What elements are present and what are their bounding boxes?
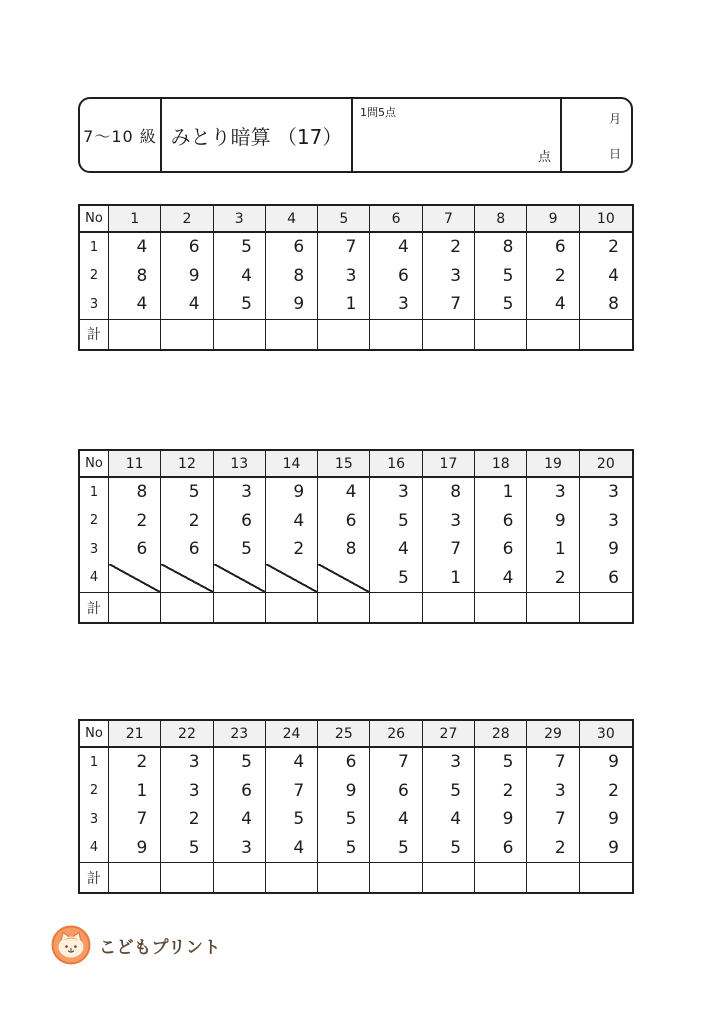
row-label: 4 — [89, 840, 99, 856]
table-header-row — [80, 721, 632, 748]
operand-digit: 2 — [554, 567, 566, 588]
column-header: 29 — [527, 721, 579, 746]
column-header: 28 — [475, 721, 527, 746]
operand-digit: 2 — [188, 809, 200, 830]
total-answer-cell — [527, 593, 579, 622]
table-total-row — [80, 320, 632, 349]
operand-digit: 7 — [345, 237, 357, 258]
operand-digit: 4 — [293, 510, 305, 531]
total-answer-cell — [580, 593, 632, 622]
total-answer-cell — [423, 863, 475, 892]
total-answer-cell — [475, 320, 527, 349]
column-header: 22 — [161, 721, 213, 746]
table-body-row — [80, 748, 632, 863]
operand-column — [318, 478, 370, 592]
total-answer-cell — [527, 320, 579, 349]
operand-column — [580, 748, 632, 862]
column-header: 24 — [266, 721, 318, 746]
operand-digit: 5 — [241, 294, 252, 315]
total-answer-cell — [423, 320, 475, 349]
operand-digit: 6 — [397, 780, 409, 801]
operand-column — [423, 748, 475, 862]
operand-column — [109, 478, 161, 592]
operand-digit: 7 — [554, 809, 566, 830]
operand-digit: 9 — [502, 809, 514, 830]
operand-digit: 9 — [136, 837, 148, 858]
operand-digit: 2 — [554, 265, 566, 286]
no-header-cell: No — [80, 206, 109, 231]
operand-digit: 9 — [608, 809, 619, 830]
operand-digit: 3 — [554, 780, 566, 801]
total-answer-cell — [527, 863, 579, 892]
total-answer-cell — [266, 863, 318, 892]
operand-digit: 3 — [450, 510, 462, 531]
total-answer-cell — [161, 593, 213, 622]
operand-digit: 3 — [608, 510, 619, 531]
total-answer-cell — [370, 593, 422, 622]
operand-column — [109, 233, 161, 319]
operand-digit: 8 — [502, 237, 514, 258]
column-header: 10 — [596, 210, 615, 227]
worksheet-title: みとり暗算 （17） — [162, 99, 353, 171]
column-header: 14 — [266, 451, 318, 476]
operand-digit: 2 — [188, 510, 200, 531]
day-label: 日 — [608, 147, 621, 161]
row-label: 1 — [89, 239, 99, 255]
table-total-row — [80, 863, 632, 892]
operand-digit: 8 — [345, 539, 357, 560]
column-header: 3 — [214, 206, 266, 231]
operand-column — [370, 478, 422, 592]
operand-digit: 2 — [608, 780, 619, 801]
operand-column — [214, 233, 266, 319]
operand-digit: 3 — [450, 265, 462, 286]
operand-digit: 9 — [608, 539, 619, 560]
operand-digit: 8 — [136, 482, 148, 503]
operand-column — [214, 748, 266, 862]
total-answer-cell — [475, 593, 527, 622]
operand-digit: 5 — [502, 752, 514, 773]
operand-digit: 9 — [293, 294, 305, 315]
operand-column — [370, 748, 422, 862]
total-answer-cell — [370, 320, 422, 349]
operand-digit: 7 — [450, 539, 462, 560]
total-answer-cell — [109, 593, 161, 622]
operand-digit: 6 — [293, 237, 305, 258]
operand-digit: 4 — [241, 265, 252, 286]
operand-column — [527, 233, 579, 319]
column-header: 26 — [370, 721, 422, 746]
operand-digit: 6 — [397, 265, 409, 286]
operand-digit: 5 — [293, 809, 305, 830]
operand-digit: 7 — [136, 809, 148, 830]
operand-digit: 4 — [293, 837, 305, 858]
total-answer-cell — [109, 320, 161, 349]
operand-column — [109, 748, 161, 862]
operand-digit: 8 — [608, 294, 619, 315]
diagonal-slash-mark — [266, 564, 317, 593]
total-answer-cell — [109, 863, 161, 892]
total-answer-cell — [580, 320, 632, 349]
operand-column — [580, 478, 632, 592]
operand-digit: 6 — [241, 510, 252, 531]
operand-column — [266, 748, 318, 862]
operand-digit: 9 — [608, 752, 619, 773]
operand-digit: 4 — [397, 539, 409, 560]
operand-digit: 3 — [345, 265, 357, 286]
operand-digit: 5 — [345, 837, 357, 858]
operand-column — [161, 233, 213, 319]
column-header: 4 — [266, 206, 318, 231]
problem-table-2 — [78, 449, 634, 624]
operand-digit: 4 — [450, 809, 462, 830]
operand-digit: 2 — [293, 539, 305, 560]
month-label: 月 — [608, 112, 621, 126]
operand-digit: 6 — [345, 752, 357, 773]
total-answer-cell — [161, 863, 213, 892]
column-header: 12 — [161, 451, 213, 476]
operand-digit: 5 — [241, 539, 252, 560]
operand-digit: 3 — [397, 294, 409, 315]
date-cell — [562, 99, 631, 171]
operand-column — [475, 748, 527, 862]
column-header: 9 — [527, 206, 579, 231]
table-header-row — [80, 206, 632, 233]
header-box — [78, 97, 633, 173]
row-label-column — [80, 478, 109, 592]
operand-digit: 2 — [136, 510, 148, 531]
column-header: 19 — [527, 451, 579, 476]
operand-digit: 3 — [397, 482, 409, 503]
operand-digit: 4 — [554, 294, 566, 315]
operand-digit: 4 — [397, 809, 409, 830]
operand-column — [475, 478, 527, 592]
operand-digit: 6 — [345, 510, 357, 531]
operand-digit: 9 — [554, 510, 566, 531]
grade-label: 7〜10 級 — [80, 99, 162, 171]
operand-digit: 5 — [450, 780, 462, 801]
operand-digit: 8 — [136, 265, 148, 286]
operand-digit: 3 — [554, 482, 566, 503]
total-answer-cell — [318, 863, 370, 892]
column-header: 23 — [214, 721, 266, 746]
operand-digit: 5 — [188, 482, 200, 503]
operand-digit: 5 — [397, 837, 409, 858]
operand-digit: 6 — [502, 539, 514, 560]
operand-digit: 9 — [293, 482, 305, 503]
operand-digit: 4 — [293, 752, 305, 773]
operand-digit: 5 — [345, 809, 357, 830]
total-answer-cell — [318, 320, 370, 349]
points-unit-label: 点 — [537, 150, 551, 165]
no-header-cell: No — [80, 721, 109, 746]
operand-digit: 5 — [450, 837, 462, 858]
total-answer-cell — [214, 593, 266, 622]
row-label: 2 — [89, 513, 99, 529]
operand-digit: 5 — [397, 567, 409, 588]
operand-digit: 6 — [502, 510, 514, 531]
total-answer-cell — [266, 593, 318, 622]
operand-digit: 6 — [608, 567, 619, 588]
operand-column — [475, 233, 527, 319]
column-header: 15 — [318, 451, 370, 476]
column-header: 30 — [596, 725, 615, 742]
total-answer-cell — [423, 593, 475, 622]
row-label: 3 — [89, 541, 99, 557]
column-header: 21 — [109, 721, 161, 746]
row-label: 2 — [89, 783, 99, 799]
operand-column — [370, 233, 422, 319]
table-body-row — [80, 233, 632, 320]
row-label: 3 — [89, 296, 99, 312]
operand-column — [161, 478, 213, 592]
column-header: 7 — [423, 206, 475, 231]
operand-digit: 2 — [554, 837, 566, 858]
table-header-row — [80, 451, 632, 478]
diagonal-slash-mark — [318, 564, 369, 593]
row-label: 1 — [89, 754, 99, 770]
operand-digit: 6 — [502, 837, 514, 858]
operand-digit: 6 — [136, 539, 148, 560]
column-header: 5 — [318, 206, 370, 231]
operand-digit: 4 — [608, 265, 619, 286]
operand-column — [318, 748, 370, 862]
operand-digit: 8 — [450, 482, 462, 503]
total-answer-cell — [318, 593, 370, 622]
operand-digit: 3 — [450, 752, 462, 773]
operand-digit: 1 — [450, 567, 462, 588]
total-label-cell: 計 — [80, 863, 109, 892]
column-header: 20 — [596, 455, 615, 472]
operand-digit: 9 — [608, 837, 619, 858]
problem-table-1 — [78, 204, 634, 351]
operand-digit: 5 — [241, 752, 252, 773]
operand-digit: 4 — [502, 567, 514, 588]
operand-digit: 4 — [241, 809, 252, 830]
table-body-row — [80, 478, 632, 593]
column-header: 25 — [318, 721, 370, 746]
operand-digit: 9 — [345, 780, 357, 801]
operand-digit: 7 — [554, 752, 566, 773]
row-label: 3 — [89, 811, 99, 827]
operand-digit: 4 — [136, 237, 148, 258]
column-header: 18 — [475, 451, 527, 476]
table-total-row — [80, 593, 632, 622]
diagonal-slash-mark — [161, 564, 212, 593]
row-label: 4 — [89, 570, 99, 586]
operand-digit: 4 — [136, 294, 148, 315]
operand-digit: 4 — [188, 294, 200, 315]
operand-column — [266, 233, 318, 319]
problem-table-3 — [78, 719, 634, 894]
total-answer-cell — [214, 320, 266, 349]
operand-column — [527, 478, 579, 592]
column-header: 8 — [475, 206, 527, 231]
column-header: 6 — [370, 206, 422, 231]
operand-column — [423, 233, 475, 319]
logo-text: こどもプリント — [99, 937, 221, 958]
operand-column — [527, 748, 579, 862]
diagonal-slash-mark — [214, 564, 265, 593]
operand-digit: 3 — [241, 482, 252, 503]
row-label: 1 — [89, 484, 99, 500]
operand-digit: 3 — [188, 780, 200, 801]
total-answer-cell — [266, 320, 318, 349]
operand-digit: 2 — [502, 780, 514, 801]
operand-column — [423, 478, 475, 592]
total-answer-cell — [214, 863, 266, 892]
operand-digit: 4 — [345, 482, 357, 503]
column-header: 27 — [423, 721, 475, 746]
operand-digit: 3 — [188, 752, 200, 773]
score-cell — [353, 99, 562, 171]
operand-column — [580, 233, 632, 319]
total-label-cell: 計 — [80, 320, 109, 349]
operand-digit: 5 — [502, 294, 514, 315]
operand-digit: 4 — [397, 237, 409, 258]
operand-digit: 6 — [188, 539, 200, 560]
operand-digit: 7 — [397, 752, 409, 773]
operand-column — [318, 233, 370, 319]
points-per-question-note: 1問5点 — [360, 106, 396, 119]
row-label-column — [80, 233, 109, 319]
operand-digit: 7 — [450, 294, 462, 315]
operand-column — [214, 478, 266, 592]
operand-digit: 5 — [188, 837, 200, 858]
total-answer-cell — [161, 320, 213, 349]
operand-digit: 9 — [188, 265, 200, 286]
diagonal-slash-mark — [109, 564, 160, 593]
column-header: 17 — [423, 451, 475, 476]
total-answer-cell — [475, 863, 527, 892]
operand-digit: 5 — [241, 237, 252, 258]
total-label-cell: 計 — [80, 593, 109, 622]
operand-digit: 3 — [241, 837, 252, 858]
operand-digit: 6 — [241, 780, 252, 801]
operand-digit: 6 — [554, 237, 566, 258]
column-header: 2 — [161, 206, 213, 231]
operand-digit: 8 — [293, 265, 305, 286]
operand-digit: 2 — [450, 237, 462, 258]
operand-digit: 6 — [188, 237, 200, 258]
operand-digit: 1 — [345, 294, 357, 315]
operand-digit: 1 — [554, 539, 566, 560]
operand-column — [161, 748, 213, 862]
no-header-cell: No — [80, 451, 109, 476]
logo — [51, 925, 221, 965]
total-answer-cell — [580, 863, 632, 892]
operand-digit: 1 — [502, 482, 514, 503]
operand-digit: 2 — [136, 752, 148, 773]
operand-digit: 7 — [293, 780, 305, 801]
operand-column — [266, 478, 318, 592]
column-header: 11 — [109, 451, 161, 476]
column-header: 16 — [370, 451, 422, 476]
operand-digit: 5 — [397, 510, 409, 531]
column-header: 1 — [109, 206, 161, 231]
operand-digit: 2 — [608, 237, 619, 258]
column-header: 13 — [214, 451, 266, 476]
cat-mascot-icon — [51, 925, 91, 965]
total-answer-cell — [370, 863, 422, 892]
row-label-column — [80, 748, 109, 862]
operand-digit: 3 — [608, 482, 619, 503]
operand-digit: 1 — [136, 780, 148, 801]
operand-digit: 5 — [502, 265, 514, 286]
row-label: 2 — [89, 268, 99, 284]
